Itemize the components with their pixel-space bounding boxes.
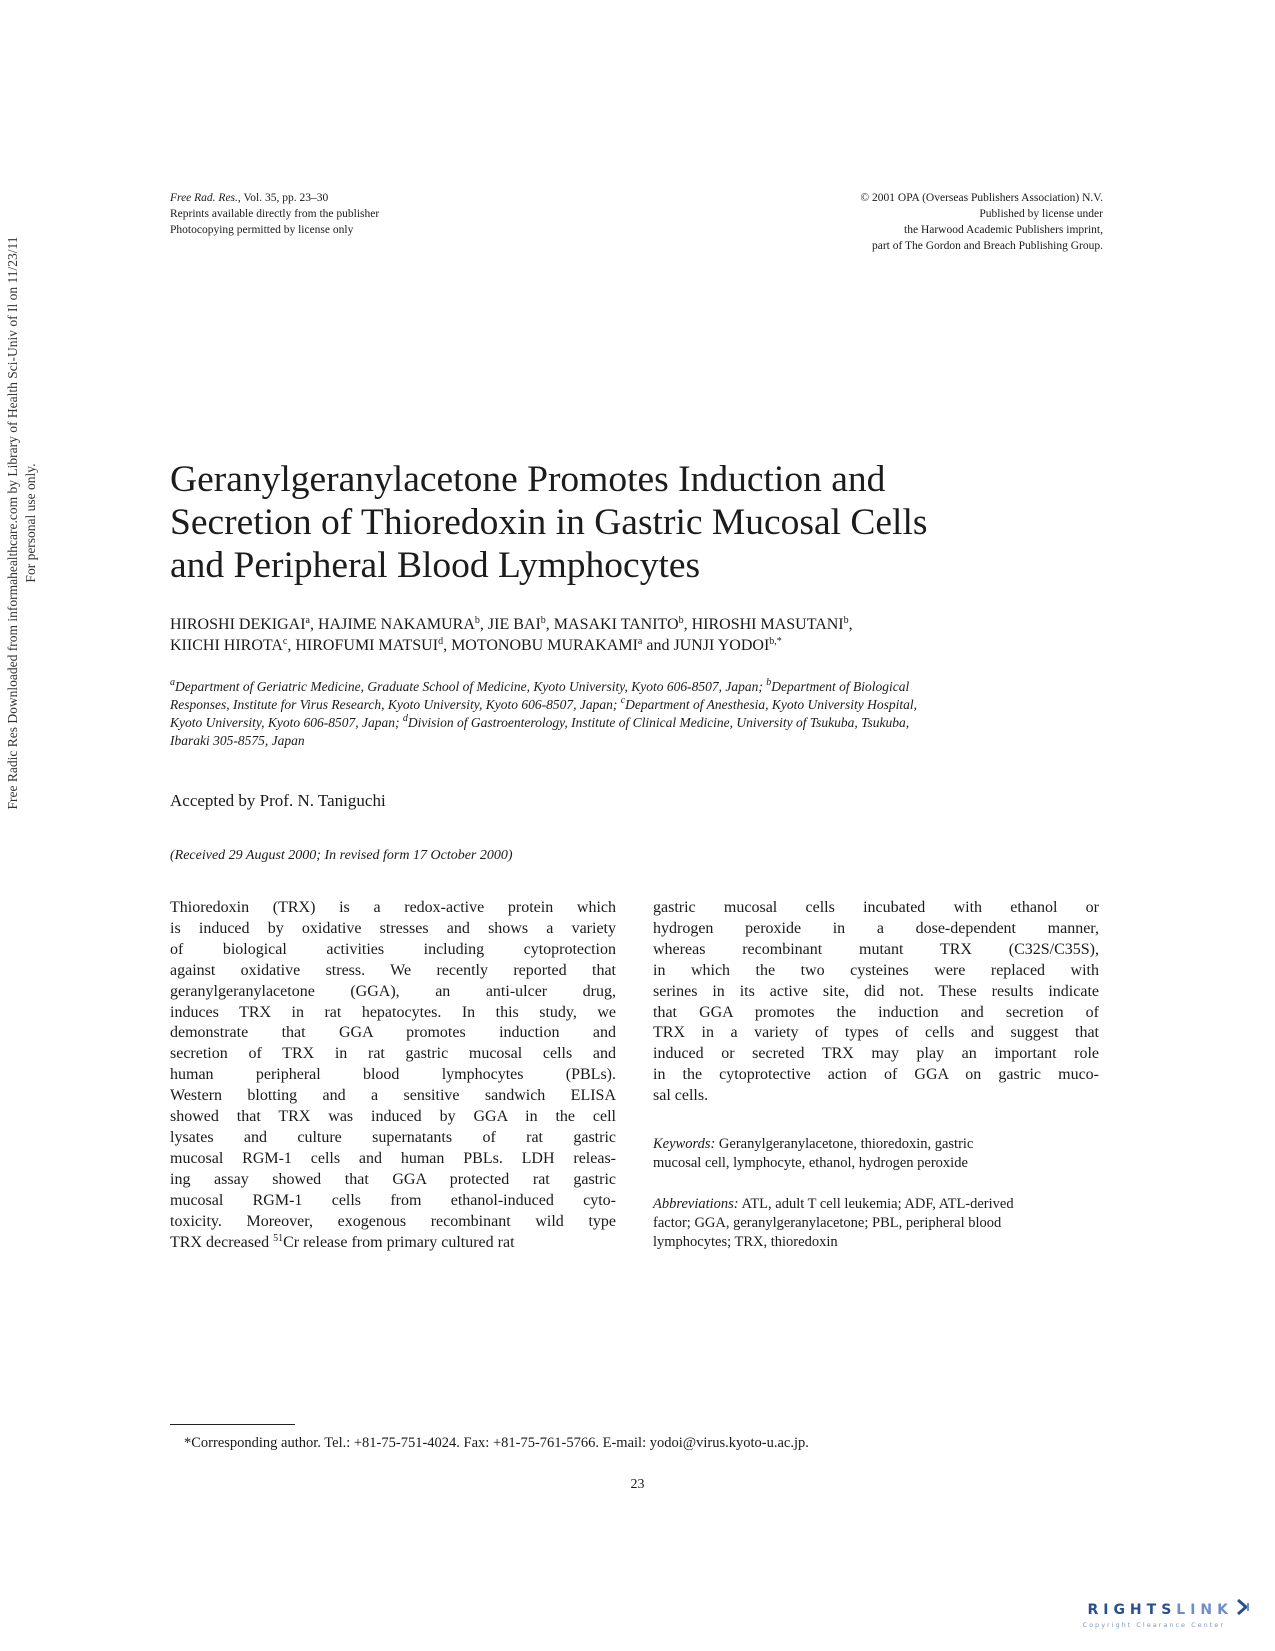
abstract-line: ing assay showed that GGA protected rat gastric [170,1170,616,1188]
affiliation-line: Ibaraki 305-8575, Japan [170,733,305,748]
abstract-line: of biological activities including cytoprotection [170,940,616,958]
abstract-line: lysates and culture supernatants of rat gastric [170,1128,616,1146]
keywords [653,1135,1103,1173]
reprints-note: Reprints available directly from the publisher [170,208,380,220]
photocopy-note: Photocopying permitted by license only [170,224,354,236]
author-line [170,614,1130,635]
abstract-line: geranylgeranylacetone (GGA), an anti-ulcer drug, [170,982,616,1000]
abstract-line: Thioredoxin (TRX) is a redox-active protein which [170,899,616,916]
license-line: Published by license under [979,208,1103,220]
author-sup: a [305,615,310,626]
abbreviations-text: ATL, adult T cell leukemia; ADF, ATL-derived [738,1196,1014,1212]
author-list [170,614,1130,656]
affiliation-text: Division of Gastroenterology, Institute of Clinical Medicine, University of Tsukuba, Tsukuba, [407,715,910,730]
accepted-by: Accepted by Prof. N. Taniguchi [170,791,386,810]
author-name: and JUNJI YODOI [642,637,770,654]
title-line: Geranylgeranylacetone Promotes Induction and [170,459,886,500]
abstract-line: TRX in a variety of types of cells and suggest that [653,1024,1099,1042]
abstract-line: demonstrate that GGA promotes induction and [170,1024,616,1042]
abstract-line: against oxidative stress. We recently reported that [170,961,616,979]
abstract-line: hydrogen peroxide in a dose-dependent manner, [653,919,1099,937]
author-name: , HIROSHI MASUTANI [683,616,844,633]
abstract-line: toxicity. Moreover, exogenous recombinant wild type [170,1212,616,1230]
affiliation-text: Kyoto University, Kyoto 606-8507, Japan; [170,715,403,730]
abstract-text: Cr release from primary cultured rat [283,1233,515,1251]
author-name: , HAJIME NAKAMURA [310,616,475,633]
corresponding-author-footnote: *Corresponding author. Tel.: +81-75-751-4024. Fax: +81-75-761-5766. E-mail: yodoi@virus.kyoto-u.ac.jp. [184,1435,809,1451]
imprint-line: the Harwood Academic Publishers imprint, [904,224,1103,236]
abstract-line: is induced by oxidative stresses and shows a variety [170,919,616,937]
abstract-left-column [170,898,616,1253]
title-line: Secretion of Thioredoxin in Gastric Mucosal Cells [170,502,928,543]
abstract-line: human peripheral blood lymphocytes (PBLs). [170,1066,616,1084]
author-sup: a [637,636,643,647]
keywords-label: Keywords: [653,1136,716,1152]
abstract-line: whereas recombinant mutant TRX (C32S/C35S), [653,940,1099,958]
journal-volume: , Vol. 35, pp. 23–30 [237,192,329,204]
abstract-line: secretion of TRX in rat gastric mucosal cells and [170,1045,616,1063]
rightslink-subtitle: Copyright Clearance Center [1082,1621,1225,1629]
abstract-line: gastric mucosal cells incubated with ethanol or [653,899,1099,916]
download-stamp-line-1: Free Radic Res Downloaded from informahealthcare.com by Library of Health Sci-Univ of Il on 11/23/11 [5,236,20,810]
journal-name: Free Rad. Res. [170,192,238,204]
abstract-line: induces TRX in rat hepatocytes. In this study, we [170,1003,616,1021]
affiliation-sup: b [766,677,772,688]
author-name: , MASAKI TANITO [545,616,679,633]
abstract-text: TRX decreased [170,1233,274,1251]
author-sup: b [678,615,684,626]
abstract-line: induced or secreted TRX may play an important role [653,1045,1099,1063]
affiliation-sup: c [620,695,626,706]
affiliation-line [170,714,1110,732]
author-name: , JIE BAI [479,616,541,633]
copyright-line: © 2001 OPA (Overseas Publishers Association) N.V. [860,192,1103,204]
author-name: KIICHI HIROTA [170,637,283,654]
affiliation-text: Department of Biological [771,679,910,694]
keywords-text: Geranylgeranylacetone, thioredoxin, gastric [715,1136,974,1152]
rightslink-word-link: LINK [1176,1601,1233,1618]
page-number: 23 [630,1477,645,1492]
group-line: part of The Gordon and Breach Publishing Group. [871,240,1103,252]
affiliation-text: Department of Geriatric Medicine, Graduate School of Medicine, Kyoto University, Kyoto 606-8507, Japan; [175,679,767,694]
abstract-line: sal cells. [653,1087,709,1105]
author-sup: b,* [769,636,782,647]
author-line [170,635,1130,656]
author-sup: b [843,615,849,626]
abbreviations-text: lymphocytes; TRX, thioredoxin [653,1234,838,1250]
abstract-line: in the cytoprotective action of GGA on gastric muco- [653,1066,1099,1084]
affiliation-line [170,696,1110,714]
affiliation-line [170,678,1110,696]
abbreviations [653,1195,1103,1252]
author-sup: d [438,636,444,647]
keywords-text: mucosal cell, lymphocyte, ethanol, hydrogen peroxide [653,1155,968,1171]
download-stamp-line-2: For personal use only. [23,463,38,583]
abstract-line: Western blotting and a sensitive sandwich ELISA [170,1087,616,1105]
author-sup: c [282,636,288,647]
affiliations [170,678,1110,750]
abstract-line: showed that TRX was induced by GGA in the cell [170,1108,616,1126]
affiliation-sup: a [170,677,175,688]
author-separator: , [848,616,853,633]
author-sup: b [474,615,480,626]
abstract-line: mucosal RGM-1 cells and human PBLs. LDH releas- [170,1149,616,1167]
chevron-icon [1235,1598,1251,1621]
journal-header [170,190,379,238]
paper-title [170,458,1100,587]
download-stamp [4,0,44,1173]
abstract-line [170,1233,616,1254]
rightslink-word-rights: RIGHTS [1087,1601,1177,1618]
footnote-rule [170,1424,295,1425]
abstract-line: mucosal RGM-1 cells from ethanol-induced cyto- [170,1191,616,1209]
author-name: HIROSHI DEKIGAI [170,616,306,633]
abstract-line: in which the two cysteines were replaced with [653,961,1099,979]
author-name: , HIROFUMI MATSUI [287,637,439,654]
abbreviations-label: Abbreviations: [653,1196,739,1212]
title-line: and Peripheral Blood Lymphocytes [170,545,701,586]
affiliation-sup: d [402,713,408,724]
received-dates: (Received 29 August 2000; In revised form 17 October 2000) [170,848,513,863]
affiliation-text: Department of Anesthesia, Kyoto University Hospital, [625,697,918,712]
abstract-line: serines in its active site, did not. These results indicate [653,982,1099,1000]
abstract-right-column [653,898,1099,1107]
author-name: , MOTONOBU MURAKAMI [443,637,638,654]
publisher-header [860,190,1103,254]
author-sup: b [540,615,546,626]
isotope-sup: 51 [273,1232,284,1244]
rightslink-logo[interactable] [1083,1598,1251,1629]
abstract-line: that GGA promotes the induction and secretion of [653,1003,1099,1021]
abbreviations-text: factor; GGA, geranylgeranylacetone; PBL, peripheral blood [653,1215,1002,1231]
affiliation-text: Responses, Institute for Virus Research, Kyoto University, Kyoto 606-8507, Japan; [170,697,621,712]
